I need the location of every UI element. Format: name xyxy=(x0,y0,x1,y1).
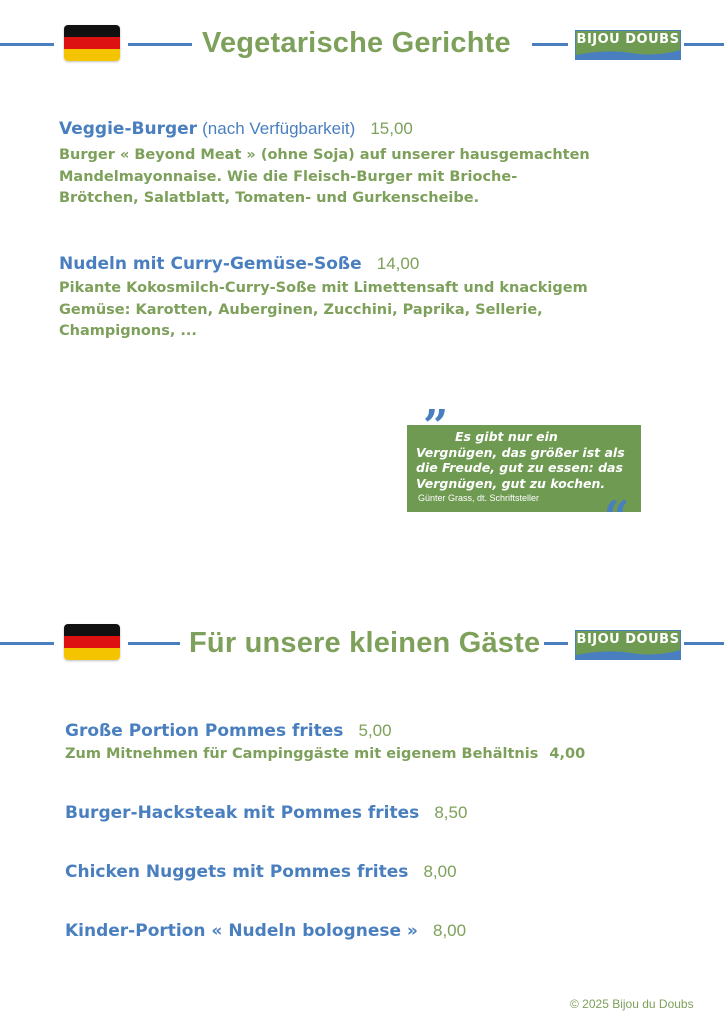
quote-line: die Freude, gut zu essen: das xyxy=(416,460,623,475)
header-rule-mid-right xyxy=(544,642,568,645)
quote-line: Vergnügen, gut zu kochen. xyxy=(416,475,606,491)
bijou-doubs-logo xyxy=(575,630,681,660)
section-title: Vegetarische Gerichte xyxy=(202,27,511,59)
description-line: Brötchen, Salatblatt, Tomaten- und Gurkenscheibe. xyxy=(59,190,480,206)
dish-name: Kinder-Portion « Nudeln bolognese » xyxy=(65,921,418,941)
header-rule-mid xyxy=(128,43,192,46)
dish-subline xyxy=(65,746,585,762)
dish-pommes xyxy=(65,721,392,741)
description-line: Gemüse: Karotten, Auberginen, Zucchini, Paprika, Sellerie, xyxy=(59,301,543,318)
dish-price: 8,00 xyxy=(433,921,467,940)
header-rule-left xyxy=(0,642,54,645)
copyright-footer: © 2025 Bijou du Doubs xyxy=(570,997,694,1011)
description-line: Mandelmayonnaise. Wie die Fleisch-Burger mit Brioche- xyxy=(59,168,518,185)
logo-text: BIJOU DOUBS xyxy=(576,632,680,647)
dish-price: 5,00 xyxy=(358,721,392,740)
dish-curry-nudeln xyxy=(59,254,419,274)
german-flag-icon xyxy=(64,624,120,660)
dish-name: Veggie-Burger xyxy=(59,119,198,139)
header-rule-mid xyxy=(128,642,180,645)
dish-price: 8,50 xyxy=(434,803,468,822)
dish-chicken-nuggets xyxy=(65,862,457,882)
description-line: Pikante Kokosmilch-Curry-Soße mit Limettensaft und knackigem xyxy=(59,280,588,296)
dish-sub-price: 4,00 xyxy=(549,746,586,762)
quote-author: Günter Grass, dt. Schriftsteller xyxy=(418,493,540,503)
dish-name: Große Portion Pommes frites xyxy=(65,721,344,741)
bijou-doubs-logo xyxy=(575,30,681,60)
quote-close-icon: “ xyxy=(604,492,630,543)
dish-name: Nudeln mit Curry-Gemüse-Soße xyxy=(59,254,362,274)
dish-sub-text: Zum Mitnehmen für Campinggäste mit eigenem Behältnis xyxy=(65,746,539,762)
header-rule-right xyxy=(684,642,724,645)
dish-price: 15,00 xyxy=(370,119,413,138)
header-rule-left xyxy=(0,43,54,46)
dish-note: (nach Verfügbarkeit) xyxy=(202,119,356,138)
quote-open-icon: ” xyxy=(423,401,449,452)
dish-name: Burger-Hacksteak mit Pommes frites xyxy=(65,803,420,823)
quote-line: Vergnügen, das größer ist als xyxy=(416,444,625,460)
logo-wave-icon xyxy=(576,47,680,59)
dish-hacksteak xyxy=(65,803,467,823)
dish-nudeln-bolognese xyxy=(65,921,466,941)
german-flag-icon xyxy=(64,25,120,61)
dish-veggie-burger xyxy=(59,119,413,139)
quote-text xyxy=(416,429,638,491)
logo-text: BIJOU DOUBS xyxy=(576,32,680,47)
dish-price: 8,00 xyxy=(423,862,457,881)
description-line: Champignons, ... xyxy=(59,323,197,339)
dish-description xyxy=(59,278,588,343)
dish-description xyxy=(59,145,590,210)
header-rule-right xyxy=(684,43,724,46)
section-title: Für unsere kleinen Gäste xyxy=(189,627,541,659)
dish-name: Chicken Nuggets mit Pommes frites xyxy=(65,862,409,882)
header-rule-mid-right xyxy=(532,43,568,46)
quote-line: Es gibt nur ein xyxy=(455,429,558,444)
dish-price: 14,00 xyxy=(376,254,420,273)
description-line: Burger « Beyond Meat » (ohne Soja) auf unserer hausgemachten xyxy=(59,147,590,163)
logo-wave-icon xyxy=(576,647,680,659)
